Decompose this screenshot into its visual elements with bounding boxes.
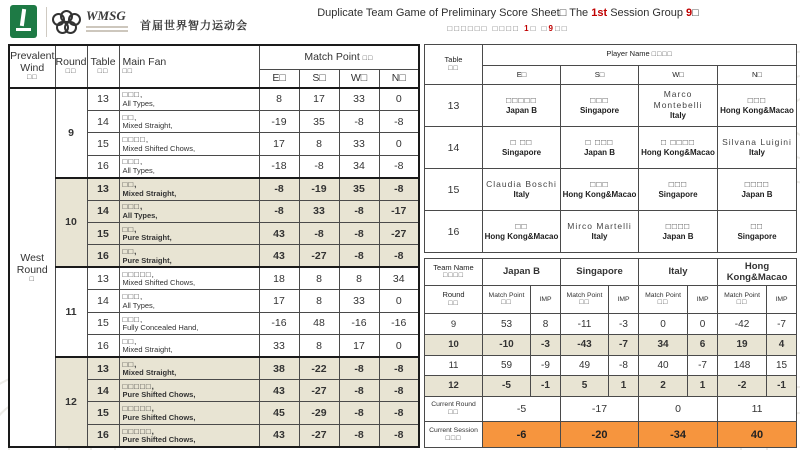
header-match-point: Match Point □□: [561, 285, 609, 314]
player-cell: [483, 127, 561, 169]
title-text: □: [692, 7, 699, 19]
current-round-value: -5: [483, 396, 561, 422]
current-session-label: Current Session □□□: [425, 422, 483, 448]
team-name: Singapore: [561, 259, 639, 286]
table-number: 16: [87, 245, 119, 267]
table-number: 14: [87, 380, 119, 402]
header-round: Round □□: [425, 285, 483, 314]
imp-cell: -9: [531, 355, 561, 376]
seat-score-cell: 34: [379, 267, 419, 289]
player-name: □□□□□: [506, 94, 537, 105]
seat-score-cell: -8: [339, 245, 379, 267]
main-fan-cell: □□□□, Mixed Shifted Chows,: [119, 133, 259, 155]
header-seat-north: N□: [379, 69, 419, 87]
seat-score-cell: 35: [299, 110, 339, 132]
table-number: 13: [87, 88, 119, 110]
table-number: 13: [87, 178, 119, 200]
imp-cell: -3: [609, 314, 639, 335]
main-fan-cell: □□□, Fully Concealed Hand,: [119, 312, 259, 334]
match-point-cell: 19: [718, 334, 767, 355]
imp-cell: 15: [767, 355, 797, 376]
round-label: 12: [425, 376, 483, 397]
seat-score-cell: -8: [379, 155, 419, 177]
player-cell: [639, 127, 718, 169]
event-name: 首届世界智力运动会: [140, 20, 248, 32]
player-team: Italy: [748, 147, 765, 157]
imp-cell: 0: [688, 314, 718, 335]
subtitle-text: □□: [554, 24, 569, 33]
main-fan-cell: □□□□□, Pure Shifted Chows,: [119, 380, 259, 402]
seat-score-cell: 17: [339, 335, 379, 357]
round-label: 10: [425, 334, 483, 355]
table-number: 13: [425, 85, 483, 127]
seat-score-cell: -8: [339, 200, 379, 222]
player-cell: [718, 169, 797, 211]
logo-divider: [46, 7, 47, 37]
player-name: □□□: [590, 178, 609, 189]
round-number: 11: [55, 267, 87, 357]
seat-score-cell: 0: [379, 133, 419, 155]
hand-score-row: [9, 88, 419, 110]
seat-score-cell: -8: [259, 178, 299, 200]
header-table: Table □□: [425, 45, 483, 85]
header-main-fan: Main Fan □□: [119, 45, 259, 88]
current-round-value: -17: [561, 396, 639, 422]
imp-cell: 1: [688, 376, 718, 397]
player-team: Hong Kong&Macao: [562, 189, 637, 199]
table-number: 16: [87, 335, 119, 357]
header-seat-west: W□: [639, 66, 718, 85]
seat-score-cell: -8: [379, 402, 419, 424]
main-fan-cell: □□□□□, Pure Shifted Chows,: [119, 424, 259, 447]
player-team: Japan B: [741, 189, 773, 199]
player-cell: [483, 85, 561, 127]
header-seat-west: W□: [339, 69, 379, 87]
round-number: 9: [55, 88, 87, 178]
current-round-row: [425, 396, 797, 422]
header-round: Round □□: [55, 45, 87, 88]
seat-score-cell: -8: [379, 178, 419, 200]
header-seat-south: S□: [561, 66, 639, 85]
player-name: □□: [515, 220, 528, 231]
player-team: Japan B: [583, 147, 616, 157]
match-point-cell: -42: [718, 314, 767, 335]
main-fan-cell: □□□□□, Mixed Shifted Chows,: [119, 267, 259, 289]
main-fan-cell: □□□, All Types,: [119, 88, 259, 110]
wmsg-logo-text: WMSG: [86, 8, 126, 23]
round-number: 12: [55, 357, 87, 447]
player-team: Singapore: [737, 231, 777, 241]
current-session-value: -34: [639, 422, 718, 448]
player-name: Claudia Boschi: [486, 178, 557, 189]
seat-score-cell: -27: [299, 424, 339, 447]
table-number: 14: [425, 127, 483, 169]
title-session-number: 1st: [591, 7, 608, 19]
imp-cell: -8: [609, 355, 639, 376]
match-point-cell: 59: [483, 355, 531, 376]
seat-score-cell: 0: [379, 290, 419, 312]
seat-score-cell: -19: [259, 110, 299, 132]
current-session-row: [425, 422, 797, 448]
seat-score-cell: -22: [299, 357, 339, 379]
team-name: Hong Kong&Macao: [718, 259, 797, 286]
match-point-cell: 40: [639, 355, 688, 376]
seat-score-cell: -27: [379, 222, 419, 244]
player-team: Hong Kong&Macao: [641, 147, 715, 157]
seat-score-cell: -8: [339, 110, 379, 132]
player-name: Marco Montebelli: [653, 89, 703, 111]
current-round-value: 0: [639, 396, 718, 422]
seat-score-cell: 43: [259, 424, 299, 447]
results-row: [425, 314, 797, 335]
current-session-value: 40: [718, 422, 797, 448]
table-number: 13: [87, 357, 119, 379]
header-seat-north: N□: [718, 66, 797, 85]
seat-score-cell: -16: [339, 312, 379, 334]
hand-score-row: [9, 357, 419, 379]
seat-score-cell: 8: [299, 133, 339, 155]
seat-score-cell: -18: [259, 155, 299, 177]
header-table: Table □□: [87, 45, 119, 88]
seat-score-cell: 35: [339, 178, 379, 200]
match-point-cell: 53: [483, 314, 531, 335]
seat-score-cell: 45: [259, 402, 299, 424]
round-label: 11: [425, 355, 483, 376]
main-fan-cell: □□□, All Types,: [119, 155, 259, 177]
player-team: Singapore: [579, 105, 620, 115]
imp-cell: -1: [767, 376, 797, 397]
main-fan-cell: □□, Pure Straight,: [119, 245, 259, 267]
seat-score-cell: 18: [259, 267, 299, 289]
page-title: [230, 7, 786, 19]
players-row: [425, 211, 797, 253]
seat-score-cell: 33: [339, 133, 379, 155]
match-point-cell: 49: [561, 355, 609, 376]
player-team: Japan B: [505, 105, 538, 115]
results-row: [425, 376, 797, 397]
header-prevalent-wind: Prevalent Wind □□: [9, 45, 55, 88]
seat-score-cell: -27: [299, 245, 339, 267]
seat-score-cell: -27: [299, 380, 339, 402]
players-row: [425, 85, 797, 127]
round-label: 9: [425, 314, 483, 335]
player-cell: [639, 169, 718, 211]
wmsg-logo: [86, 8, 128, 32]
player-team: Singapore: [501, 147, 542, 157]
current-session-value: -6: [483, 422, 561, 448]
seat-score-cell: 17: [259, 133, 299, 155]
seat-score-cell: -8: [339, 380, 379, 402]
players-row: [425, 169, 797, 211]
player-name: □□□□: [665, 220, 691, 231]
player-cell: [718, 85, 797, 127]
seat-score-cell: 8: [299, 290, 339, 312]
header-player-name: Player Name □□□□: [483, 45, 797, 66]
player-cell: [483, 169, 561, 211]
title-text: Duplicate Team Game of Preliminary Score Sheet□ The: [317, 7, 592, 19]
seat-score-cell: -8: [379, 245, 419, 267]
player-cell: [483, 211, 561, 253]
table-number: 15: [425, 169, 483, 211]
seat-score-cell: -8: [339, 402, 379, 424]
header-imp: IMP: [767, 285, 797, 314]
team-results-table: [424, 258, 797, 448]
wmsg-rings-icon: [52, 10, 82, 36]
table-number: 15: [87, 402, 119, 424]
main-fan-cell: □□, Mixed Straight,: [119, 178, 259, 200]
prevalent-wind-value: West Round □: [9, 88, 55, 447]
main-fan-cell: □□□□□, Pure Shifted Chows,: [119, 402, 259, 424]
table-number: 14: [87, 110, 119, 132]
player-name: □ □□: [510, 136, 533, 147]
header-team-name: Team Name □□□□: [425, 259, 483, 286]
seat-score-cell: 8: [299, 335, 339, 357]
match-point-cell: -10: [483, 334, 531, 355]
seat-score-cell: 33: [339, 290, 379, 312]
title-block: [230, 7, 786, 33]
table-number: 14: [87, 200, 119, 222]
team-name: Japan B: [483, 259, 561, 286]
match-point-cell: 2: [639, 376, 688, 397]
table-number: 16: [87, 155, 119, 177]
current-round-label: Current Round □□: [425, 396, 483, 422]
seat-score-cell: 38: [259, 357, 299, 379]
main-fan-cell: □□, Pure Straight,: [119, 222, 259, 244]
seat-score-cell: 33: [339, 88, 379, 110]
player-team: Singapore: [658, 189, 698, 199]
table-number: 16: [425, 211, 483, 253]
table-number: 15: [87, 222, 119, 244]
match-point-cell: 34: [639, 334, 688, 355]
table-number: 15: [87, 133, 119, 155]
player-name: □□□□: [744, 178, 770, 189]
table-number: 15: [87, 312, 119, 334]
current-round-value: 11: [718, 396, 797, 422]
seat-score-cell: 43: [259, 245, 299, 267]
title-group-number: 9: [686, 7, 693, 19]
imp-cell: -1: [531, 376, 561, 397]
seat-score-cell: -29: [299, 402, 339, 424]
player-name: □□□: [747, 94, 767, 105]
match-point-cell: 148: [718, 355, 767, 376]
match-point-cell: 0: [639, 314, 688, 335]
main-fan-cell: □□□, All Types,: [119, 200, 259, 222]
player-team: Hong Kong&Macao: [484, 231, 559, 241]
page-subtitle: [230, 24, 786, 33]
match-point-cell: -11: [561, 314, 609, 335]
header-seat-south: S□: [299, 69, 339, 87]
main-fan-cell: □□, Mixed Straight,: [119, 335, 259, 357]
hand-score-table: [8, 44, 420, 448]
player-team: Italy: [513, 189, 530, 199]
match-point-cell: -5: [483, 376, 531, 397]
player-cell: [639, 211, 718, 253]
player-cell: [718, 127, 797, 169]
subtitle-session-number: 1: [524, 24, 531, 33]
player-team: Japan B: [662, 231, 694, 241]
player-name: □□: [750, 220, 764, 231]
subtitle-group-number: 9: [548, 24, 555, 33]
header-imp: IMP: [531, 285, 561, 314]
header-match-point: Match Point □□: [259, 45, 419, 69]
match-point-cell: -2: [718, 376, 767, 397]
main-fan-cell: □□□, All Types,: [119, 290, 259, 312]
seat-score-cell: 0: [379, 335, 419, 357]
subtitle-text: □ □: [530, 24, 549, 33]
seat-score-cell: 43: [259, 380, 299, 402]
imp-cell: 4: [767, 334, 797, 355]
seat-score-cell: -8: [299, 222, 339, 244]
player-cell: [561, 85, 639, 127]
imp-cell: 6: [688, 334, 718, 355]
seat-score-cell: -8: [339, 424, 379, 447]
seat-score-cell: 34: [339, 155, 379, 177]
players-row: [425, 127, 797, 169]
match-point-cell: -43: [561, 334, 609, 355]
imp-cell: -7: [688, 355, 718, 376]
player-cell: [718, 211, 797, 253]
subtitle-text: □□□□□□ □□□□: [447, 24, 525, 33]
current-session-value: -20: [561, 422, 639, 448]
imp-cell: 8: [531, 314, 561, 335]
header-seat-east: E□: [483, 66, 561, 85]
imp-cell: -7: [609, 334, 639, 355]
imp-cell: 1: [609, 376, 639, 397]
title-text: Session Group: [607, 7, 687, 19]
team-name: Italy: [639, 259, 718, 286]
seat-score-cell: 43: [259, 222, 299, 244]
header-match-point: Match Point □□: [483, 285, 531, 314]
results-row: [425, 334, 797, 355]
match-point-cell: 5: [561, 376, 609, 397]
seat-score-cell: -8: [379, 357, 419, 379]
seat-score-cell: 33: [299, 200, 339, 222]
player-cell: [561, 127, 639, 169]
round-number: 10: [55, 178, 87, 268]
player-team: Italy: [669, 111, 686, 121]
player-name: □□□: [668, 178, 688, 189]
header-seat-east: E□: [259, 69, 299, 87]
table-number: 14: [87, 290, 119, 312]
header-imp: IMP: [609, 285, 639, 314]
table-number: 13: [87, 267, 119, 289]
results-row: [425, 355, 797, 376]
seat-score-cell: -8: [339, 357, 379, 379]
seat-score-cell: 8: [259, 88, 299, 110]
hand-score-row: [9, 178, 419, 200]
imp-cell: -3: [531, 334, 561, 355]
players-table: [424, 44, 797, 253]
seat-score-cell: -16: [379, 312, 419, 334]
seat-score-cell: -19: [299, 178, 339, 200]
table-number: 16: [87, 424, 119, 447]
seat-score-cell: -8: [379, 380, 419, 402]
player-cell: [561, 169, 639, 211]
seat-score-cell: -16: [259, 312, 299, 334]
seat-score-cell: 0: [379, 88, 419, 110]
header-imp: IMP: [688, 285, 718, 314]
seat-score-cell: 33: [259, 335, 299, 357]
header-match-point: Match Point □□: [639, 285, 688, 314]
main-fan-cell: □□, Mixed Straight,: [119, 110, 259, 132]
seat-score-cell: -8: [379, 424, 419, 447]
seat-score-cell: -8: [299, 155, 339, 177]
seat-score-cell: -8: [339, 222, 379, 244]
seat-score-cell: 8: [339, 267, 379, 289]
hand-score-row: [9, 267, 419, 289]
player-team: Italy: [591, 231, 608, 241]
imsa-logo: [10, 5, 37, 38]
player-name: Silvana Luigini: [722, 136, 792, 147]
seat-score-cell: 48: [299, 312, 339, 334]
seat-score-cell: -8: [379, 110, 419, 132]
imp-cell: -7: [767, 314, 797, 335]
seat-score-cell: -8: [259, 200, 299, 222]
player-cell: [561, 211, 639, 253]
player-name: Mirco Martelli: [567, 220, 632, 231]
seat-score-cell: 17: [299, 88, 339, 110]
seat-score-cell: 8: [299, 267, 339, 289]
player-team: Hong Kong&Macao: [720, 105, 794, 115]
player-name: □ □□□□: [660, 136, 696, 147]
header-match-point: Match Point □□: [718, 285, 767, 314]
seat-score-cell: -17: [379, 200, 419, 222]
main-fan-cell: □□, Mixed Straight,: [119, 357, 259, 379]
player-cell: [639, 85, 718, 127]
seat-score-cell: 17: [259, 290, 299, 312]
player-name: □ □□□: [585, 136, 614, 147]
player-name: □□□: [590, 94, 609, 105]
